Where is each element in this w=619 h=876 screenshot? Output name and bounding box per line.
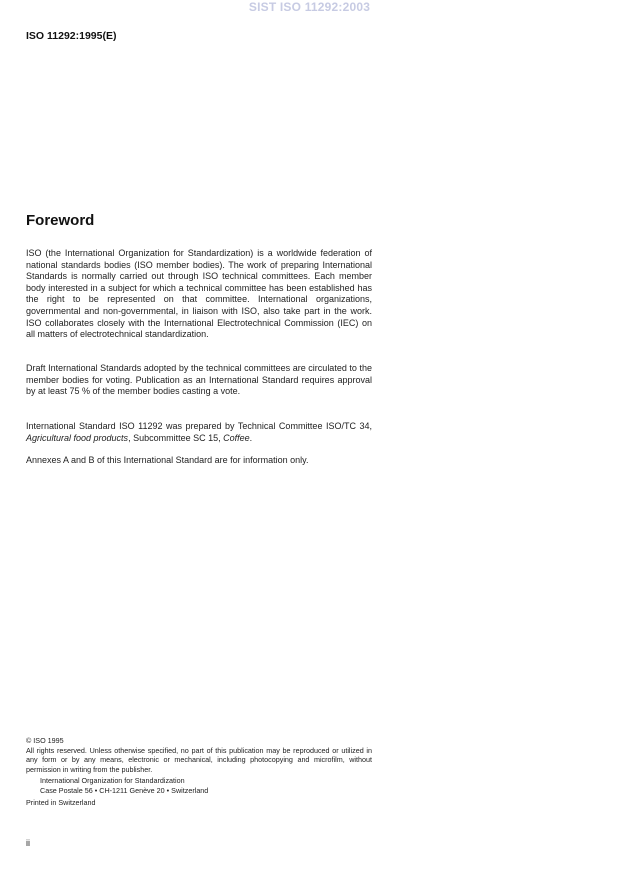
paragraph-annexes: Annexes A and B of this International Standard are for information only. xyxy=(26,455,309,465)
watermark: SIST ISO 11292:2003 xyxy=(248,0,371,14)
page-number: ii xyxy=(26,838,30,848)
paragraph-prepared-by xyxy=(26,421,372,444)
rights-notice: All rights reserved. Unless otherwise specified, no part of this publication may be reproduced or utilized in any form or by any means, electronic or mechanical, including photocopying and microfilm, without permission in writing from the publisher. xyxy=(26,745,372,774)
paragraph-iso-description: ISO (the International Organization for Standardization) is a worldwide federation of national standards bodies (ISO member bodies). The work of preparing International Standards is normally carried out through ISO technical committees. Each member body interested in a subject for which a technical committee has been established has the right to be represented on that committee. International organizations, governmental and non-governmental, in liaison with ISO, also take part in the work. ISO collaborates closely with the International Electrotechnical Commission (IEC) on all matters of electrotechnical standardization. xyxy=(26,248,372,340)
document-identifier: ISO 11292:1995(E) xyxy=(26,30,117,42)
text-segment: International Standard ISO 11292 was prepared by Technical Committee ISO/TC 34, xyxy=(26,421,372,431)
copyright-line: © ISO 1995 xyxy=(26,736,64,745)
section-heading: Foreword xyxy=(26,212,95,229)
paragraph-draft-standards: Draft International Standards adopted by the technical committees are circulated to the member bodies for voting. Publication as an International Standard requires approval by at least 75 % of the member bodies casting a vote. xyxy=(26,363,372,397)
copyright-block xyxy=(26,736,372,807)
committee-name: Agricultural food products xyxy=(26,432,129,443)
text-segment: , Subcommittee SC 15, xyxy=(128,432,224,443)
text-segment: . xyxy=(249,432,253,443)
organization-address: Case Postale 56 • CH-1211 Genève 20 • Switzerland xyxy=(40,785,209,795)
organization-name: International Organization for Standardization xyxy=(40,776,185,786)
subcommittee-name: Coffee xyxy=(223,432,250,443)
printed-in: Printed in Switzerland xyxy=(26,797,96,807)
